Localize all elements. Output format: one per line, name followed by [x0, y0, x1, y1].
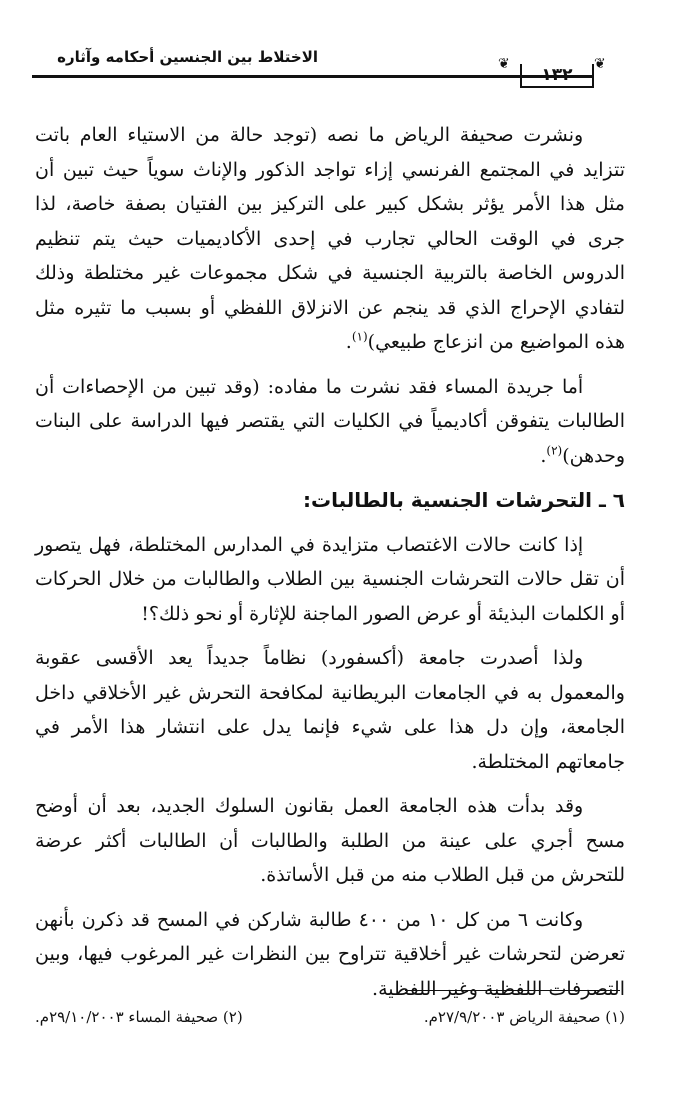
- footnote-mark[interactable]: (٢): [546, 443, 563, 458]
- footnote-2: (٢) صحيفة المساء ٢٩/١٠/٢٠٠٣م.: [35, 1008, 243, 1026]
- paragraph: وقد بدأت هذه الجامعة العمل بقانون السلوك الجديد، بعد أن أوضح مسح أجري على عينة من الطلبة والطالبات أن الطالبات أكثر عرضة للتحرش من قبل الطلاب منه من قبل الأساتذة.: [35, 795, 625, 886]
- page-number: ١٣٢: [520, 64, 594, 88]
- section-heading: ٦ ـ التحرشات الجنسية بالطالبات:: [303, 488, 625, 512]
- paragraph-text: ونشرت صحيفة الرياض ما نصه (توجد حالة من الاستياء العام باتت تتزايد في المجتمع الفرنسي إزاء تواجد الذكور والإناث سوياً حيث تبين أن مثل هذا الأمر يؤثر بشكل كبير على التركيز بين الفتيان بصفة خاصة، لذا جرى في الوقت الحالي تجارب في إحدى الأكاديميات حيث يتم تنظيم الدروس الخاصة بالتربية الجنسية في شكل مجموعات غير مختلطة وذلك لتفادي الإحراج الذي قد ينجم عن الانزلاق اللفظي أو بسبب ما تثيره مثل هذه المواضيع من انزعاج طبيعي): [35, 124, 625, 353]
- paragraph: وكانت ٦ من كل ١٠ من ٤٠٠ طالبة شاركن في المسح قد ذكرن بأنهن تعرضن لتحرشات غير أخلاقية تتراوح بين النظرات غير المرغوب فيها، وبين التصرفات اللفظية وغير اللفظية.: [35, 908, 625, 1000]
- paragraph-end: .: [540, 444, 547, 467]
- paragraph: إذا كانت حالات الاغتصاب متزايدة في المدارس المختلطة، فهل يتصور أن تقل حالات التحرشات الجنسية بين الطلاب والطالبات من خلال الحركات أو الكلمات البذيئة أو عرض الصور الماجنة للإثارة أو نحو ذلك؟!: [35, 533, 625, 625]
- footnote-mark[interactable]: (١): [351, 329, 368, 344]
- ornament-right-icon: ❦: [594, 56, 606, 72]
- footnote-1: (١) صحيفة الرياض ٢٧/٩/٢٠٠٣م.: [423, 1008, 625, 1026]
- ornament-left-icon: ❦: [498, 56, 510, 72]
- running-header-title: الاختلاط بين الجنسين أحكامه وآثاره: [57, 48, 318, 66]
- paragraph: [35, 118, 625, 360]
- header-rule: [32, 75, 592, 78]
- paragraph: [35, 370, 625, 474]
- paragraph-text: أما جريدة المساء فقد نشرت ما مفاده: (وقد تبين من الإحصاءات أن الطالبات يتفوقن أكاديمياً في الكليات التي يقتصر فيها الدراسة على البنات وحدهن): [35, 375, 625, 467]
- paragraph-end: .: [345, 331, 352, 353]
- footnotes: [35, 1008, 625, 1026]
- body-text: [35, 118, 625, 1016]
- paragraph: ولذا أصدرت جامعة (أكسفورد) نظاماً جديداً يعد الأقسى عقوبة والمعمول به في الجامعات البريطانية لمكافحة التحرش غير الأخلاقي داخل الجامعة، وإن دل هذا على شيء فإنما يدل على انتشار هذا الأمر في جامعاتهم المختلطة.: [35, 647, 625, 773]
- footnote-rule: [405, 990, 620, 991]
